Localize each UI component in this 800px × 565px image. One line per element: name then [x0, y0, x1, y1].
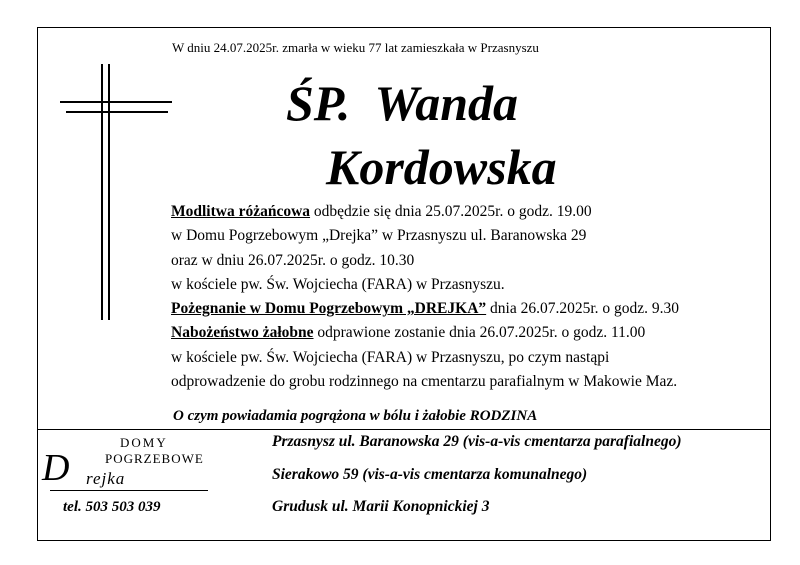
deceased-name-line1: ŚP. Wanda — [286, 75, 519, 131]
rosary-heading: Modlitwa różańcowa — [171, 203, 311, 220]
phone-number: tel. 503 503 039 — [63, 499, 161, 515]
detail-line: w kościele pw. Św. Wojciecha (FARA) w Przasnyszu, po czym nastąpi — [171, 348, 610, 366]
detail-line — [171, 297, 679, 321]
detail-line — [171, 321, 679, 345]
funeral-mass-text: odprawione zostanie dnia 26.07.2025r. o godz. 11.00 — [313, 324, 646, 342]
funeral-home-logo — [40, 433, 212, 493]
logo-letter-d: D — [42, 447, 70, 489]
address-sierakowo: Sierakowo 59 (vis-a-vis cmentarza komunalnego) — [272, 466, 588, 483]
intro-text: W dniu 24.07.2025r. zmarła w wieku 77 lat zamieszkała w Przasnyszu — [172, 40, 539, 55]
logo-text-middle: POGRZEBOWE — [105, 451, 204, 466]
logo-underline — [50, 490, 208, 491]
farewell-heading: Pożegnanie w Domu Pogrzebowym „DREJKA” — [171, 300, 487, 318]
detail-line: w Domu Pogrzebowym „Drejka” w Przasnyszu ul. Baranowska 29 — [171, 227, 587, 245]
ceremony-details — [171, 200, 679, 394]
cross-horizontal-bar — [66, 111, 168, 113]
address-grudusk: Grudusk ul. Marii Konopnickiej 3 — [272, 498, 490, 515]
cross-horizontal-bar — [60, 101, 172, 103]
funeral-mass-heading: Nabożeństwo żałobne — [171, 324, 314, 342]
address-przasnysz: Przasnysz ul. Baranowska 29 (vis-a-vis cmentarza parafialnego) — [272, 433, 682, 450]
family-closing: O czym powiadamia pogrążona w bólu i żałobie RODZINA — [173, 408, 538, 424]
logo-text-top: DOMY — [120, 435, 168, 450]
deceased-name-line2: Kordowska — [326, 139, 557, 195]
farewell-text: dnia 26.07.2025r. o godz. 9.30 — [486, 300, 680, 318]
footer-divider — [38, 429, 771, 430]
detail-line: w kościele pw. Św. Wojciecha (FARA) w Przasnyszu. — [171, 275, 505, 293]
rosary-text: odbędzie się dnia 25.07.2025r. o godz. 19.00 — [310, 203, 592, 220]
detail-line: oraz w dniu 26.07.2025r. o godz. 10.30 — [171, 251, 415, 269]
detail-line: odprowadzenie do grobu rodzinnego na cmentarzu parafialnym w Makowie Maz. — [171, 373, 678, 391]
logo-text-brand: rejka — [86, 469, 126, 488]
detail-line — [171, 200, 679, 224]
